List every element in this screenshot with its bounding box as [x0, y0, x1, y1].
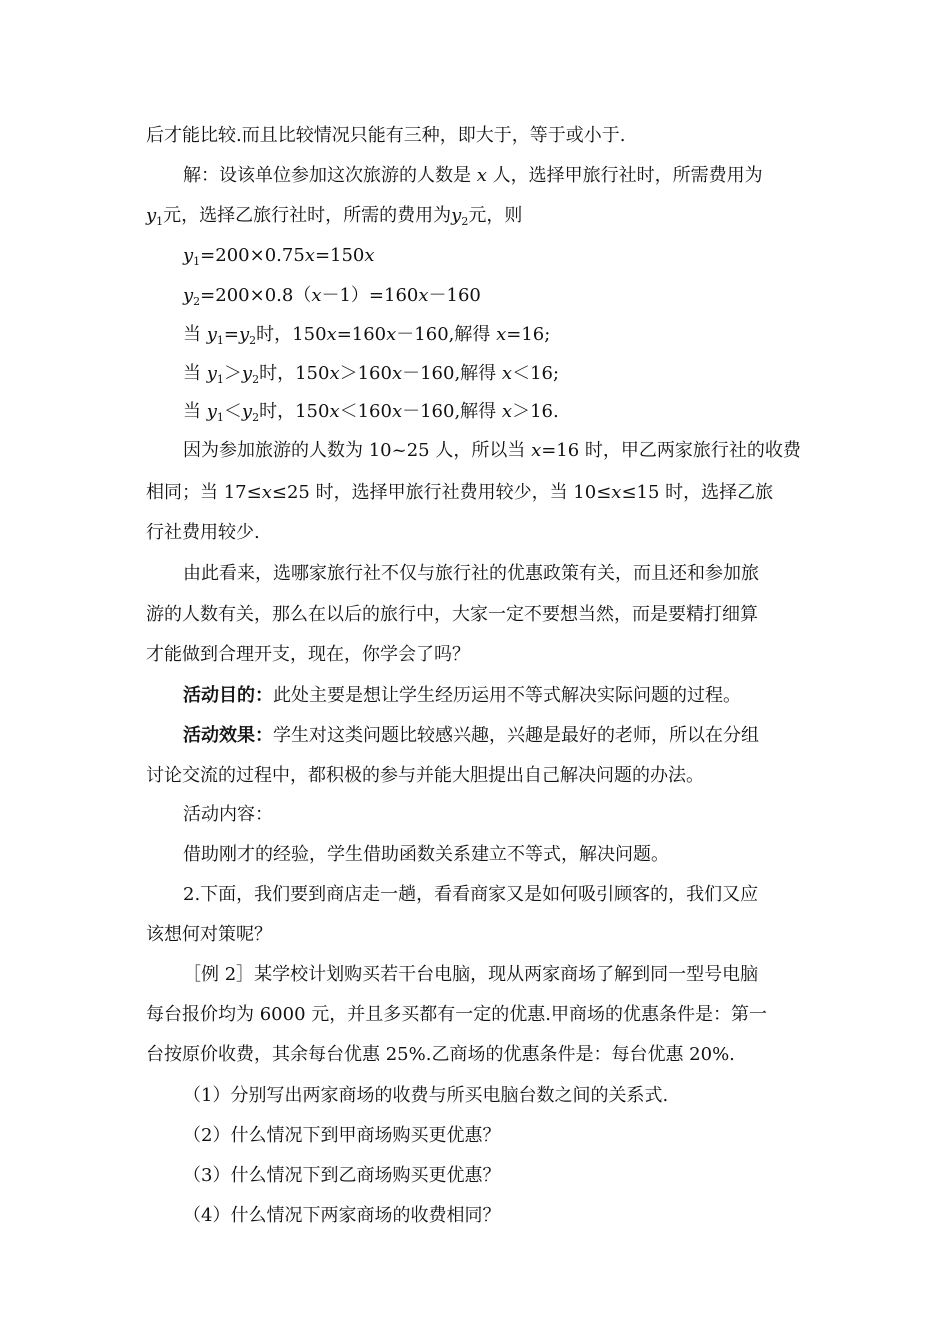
question-item: （3）什么情况下到乙商场购买更优惠？: [183, 1165, 501, 1186]
text-line: 2.下面，我们要到商店走一趟，看看商家又是如何吸引顾客的，我们又应: [183, 884, 759, 905]
text-line: 解：设该单位参加这次旅游的人数是 x 人，选择甲旅行社时，所需费用为: [183, 165, 763, 186]
question-item: （4）什么情况下两家商场的收费相同？: [183, 1205, 501, 1226]
text-line: 讨论交流的过程中，都积极的参与并能大胆提出自己解决问题的办法。: [146, 765, 704, 786]
equation-line: 当 $y_1>y_2$时，150x＞160x－160,解得 x＜16;: [183, 363, 560, 386]
text-line: 行社费用较少.: [146, 522, 260, 543]
activity-purpose: 活动目的：此处主要是想让学生经历运用不等式解决实际问题的过程。: [183, 685, 741, 706]
text-line: $y_1$元，选择乙旅行社时，所需的费用为$y_2$元，则: [146, 205, 523, 228]
activity-content-label: 活动内容：: [183, 804, 273, 825]
text-line: 相同；当 17≤x≤25 时，选择甲旅行社费用较少，当 10≤x≤15 时，选择乙旅: [146, 482, 774, 503]
text-line: 该想何对策呢？: [146, 924, 272, 945]
text-line: 游的人数有关，那么在以后的旅行中，大家一定不要想当然，而是要精打细算: [146, 604, 758, 625]
text-line: 才能做到合理开支，现在，你学会了吗？: [146, 644, 470, 665]
equation-line: 当 $y_1=y_2$时，150x=160x－160,解得 x=16;: [183, 324, 551, 347]
activity-purpose-label: 活动目的：: [183, 685, 273, 706]
activity-effect: 活动效果：学生对这类问题比较感兴趣，兴趣是最好的老师，所以在分组: [183, 725, 759, 746]
equation-line: 当 $y_1<y_2$时，150x＜160x－160,解得 x＞16.: [183, 401, 559, 424]
text-line: 由此看来，选哪家旅行社不仅与旅行社的优惠政策有关，而且还和参加旅: [183, 563, 759, 584]
activity-effect-label: 活动效果：: [183, 725, 273, 746]
question-item: （2）什么情况下到甲商场购买更优惠？: [183, 1125, 501, 1146]
question-item: （1）分别写出两家商场的收费与所买电脑台数之间的关系式.: [183, 1085, 669, 1106]
example-title: ［例 2］某学校计划购买若干台电脑，现从两家商场了解到同一型号电脑: [183, 964, 759, 985]
text-line: 台按原价收费，其余每台优惠 25%.乙商场的优惠条件是：每台优惠 20%.: [146, 1044, 735, 1065]
text-line: 每台报价均为 6000 元，并且多买都有一定的优惠.甲商场的优惠条件是：第一: [146, 1004, 767, 1025]
text-line: 借助刚才的经验，学生借助函数关系建立不等式，解决问题。: [183, 844, 669, 865]
equation-line: $y_1=200\times 0.75x=150x$: [183, 245, 375, 268]
equation-line: $y_2=200\times 0.8(x-1)=160x-160$: [183, 285, 481, 308]
text-line: 后才能比较.而且比较情况只能有三种，即大于，等于或小于.: [146, 125, 626, 146]
text-line: 因为参加旅游的人数为 10~25 人，所以当 x=16 时，甲乙两家旅行社的收费: [183, 440, 801, 461]
